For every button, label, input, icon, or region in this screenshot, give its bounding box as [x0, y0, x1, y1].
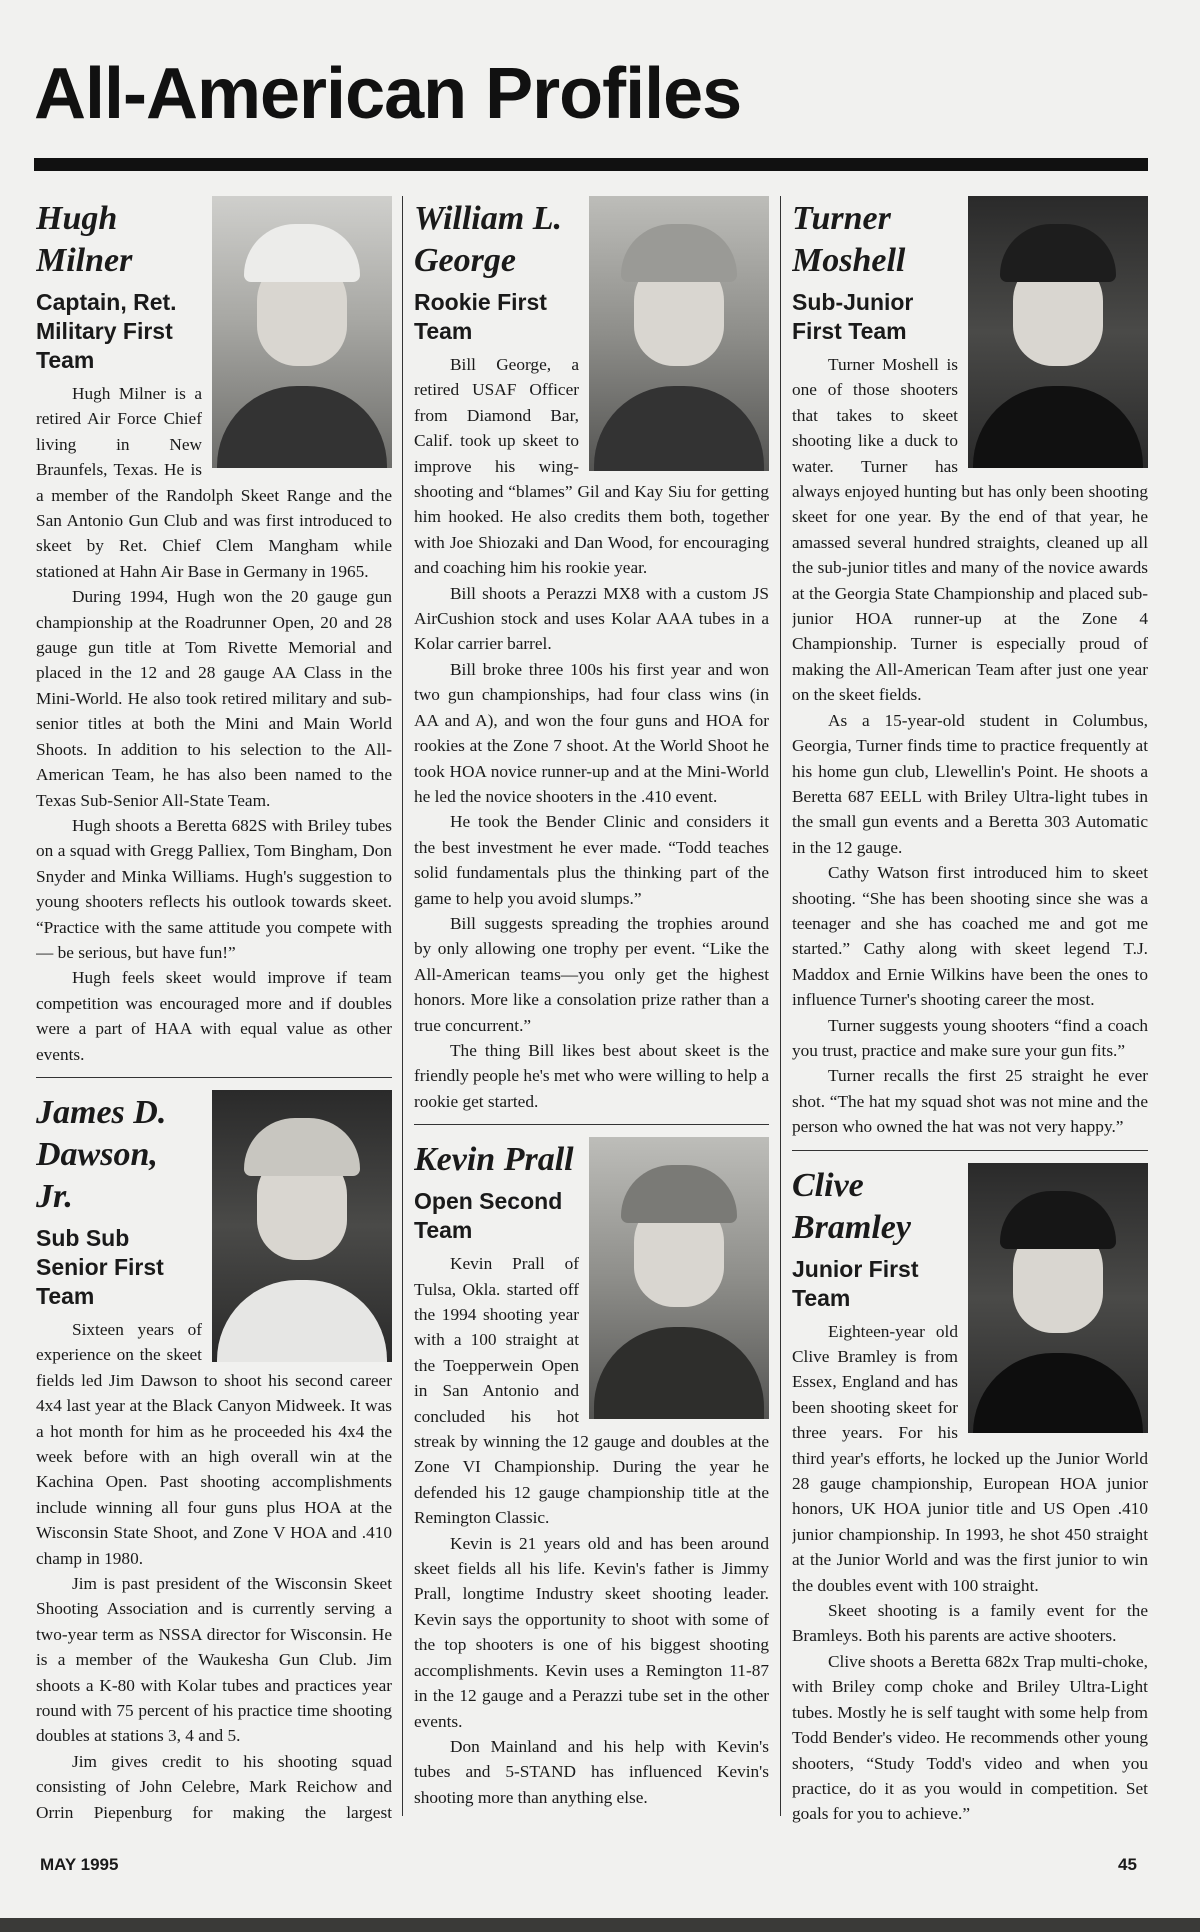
paragraph: Turner recalls the first 25 straight he ever shot. “The hat my squad shot was not mine and the person who owned the hat was not very happy.”	[792, 1066, 1148, 1137]
paragraph: Skeet shooting is a family event for the Bramleys. Both his parents are active shooters.	[792, 1601, 1148, 1646]
issue-date: MAY 1995	[40, 1855, 119, 1874]
profile-name: Turner Moshell	[792, 200, 906, 279]
profile-name: Clive Bramley	[792, 1166, 911, 1246]
portrait-photo	[968, 196, 1148, 468]
profile-team: Open Second Team	[414, 1188, 563, 1244]
profile-william-george	[414, 196, 769, 1114]
paragraph: Hugh Milner is a retired Air Force Chief living in New Braunfels, Texas. He is a member of the Randolph Skeet Range and the San Antonio Gun Club and was first introduced to skeet by Ret. Chief Clem Mangham while stationed at Hahn Air Base in Germany in 1965.	[36, 384, 392, 581]
profile-name: Hugh Milner	[36, 200, 133, 279]
paragraph: Eighteen-year old Clive Bramley is from Essex, England and has been shooting skeet for three years. For his third year's efforts, he locked up the Junior World 28 gauge championship, European HOA junior honors, UK HOA junior title and US Open .410 junior championship. In 1993, he shot 450 straight at the Junior World and was the first junior to win the doubles event with 100 straight.	[792, 1321, 1148, 1595]
profile-team: Sub Sub Senior First Team	[36, 1224, 164, 1309]
paragraph: Hugh shoots a Beretta 682S with Briley tubes on a squad with Gregg Palliex, Tom Bingham, Don Snyder and Minka Williams. Hugh's suggestion to young shooters reflects his outlook towards skeet. “Practice with the same attitude you compete with — be serious, but have fun!”	[36, 815, 392, 962]
paragraph: As a 15-year-old student in Columbus, Georgia, Turner finds time to practice frequently at his home gun club, Llewellin's Point. He shoots a Beretta 687 EELL with Briley Ultra-light tubes in the small gun events and a Beretta 303 Automatic in the 12 gauge.	[792, 710, 1148, 857]
profile-clive-bramley	[792, 1163, 1148, 1824]
paragraph: Jim is past president of the Wisconsin Skeet Shooting Association and is currently serving a two-year term as NSSA director for Wisconsin. He is a member of the Waukesha Gun Club. Jim shoots a K-80 with Kolar tubes and practices year round with 75 percent of his practice time shooting doubles at stations 3, 4 and 5.	[36, 1574, 392, 1746]
profile-body	[792, 352, 1148, 1140]
scan-edge	[0, 1918, 1200, 1932]
profile-separator	[414, 1124, 769, 1125]
paragraph: Turner Moshell is one of those shooters that takes to skeet shooting like a duck to water. Turner has always enjoyed hunting but has only been shooting skeet for one year. By the end of that year, he amassed several hundred straights, cleaned up all the sub-junior titles and many of the novice awards at the Georgia State Championship and placed sub-junior HOA runner-up at the Zone 4 Championship. Turner is especially proud of making the All-American Team after just one year on the skeet fields.	[792, 355, 1148, 705]
paragraph: Bill suggests spreading the trophies around by only allowing one trophy per event. “Like the All-American teams—you only get the highest honors. More like a consolation prize rather than a true concurrent.”	[414, 913, 769, 1035]
profile-name: James D. Dawson, Jr.	[36, 1093, 167, 1215]
profile-team: Rookie First Team	[414, 289, 547, 344]
paragraph: Jim gives credit to his shooting squad consisting of John Celebre, Mark Reichow and Orrin Piepenburg for making the largest	[36, 1751, 392, 1822]
paragraph: Clive shoots a Beretta 682x Trap multi-choke, with Briley comp choke and Briley Ultra-Light tubes. Mostly he is self taught with some help from Todd Bender's video. He recommends other young shooters, “Study Todd's video and when you practice, do it as you would in competition. Set goals for you to achieve.”	[792, 1651, 1148, 1824]
paragraph: The thing Bill likes best about skeet is the friendly people he's met who were willing to help a rookie get started.	[414, 1040, 769, 1111]
profile-kevin-prall	[414, 1137, 769, 1810]
profile-body	[36, 381, 392, 1067]
paragraph: Don Mainland and his help with Kevin's tubes and 5-STAND has influenced Kevin's shooting more than anything else.	[414, 1736, 769, 1807]
portrait-photo	[212, 1090, 392, 1362]
profile-body	[36, 1317, 392, 1824]
paragraph: Cathy Watson first introduced him to skeet shooting. “She has been shooting since she was a teenager and she has coached me and got me started.” Cathy along with skeet legend T.J. Maddox and Ernie Wilkins have been the ones to influence Turner's shooting career the most.	[792, 863, 1148, 1010]
portrait-photo	[589, 196, 769, 471]
paragraph: Kevin is 21 years old and has been around skeet fields all his life. Kevin's father is Jimmy Prall, longtime Industry skeet shooting leader. Kevin says the opportunity to shoot with some of the top shooters is one of his biggest shooting accomplishments. Kevin uses a Remington 11-87 in the 12 gauge and a Perazzi tube set in the other events.	[414, 1533, 769, 1731]
portrait-photo	[589, 1137, 769, 1419]
paragraph: During 1994, Hugh won the 20 gauge gun championship at the Roadrunner Open, 20 and 28 gauge gun title at Tom Rivette Memorial and placed in the 12 and 28 gauge AA Class in the Mini-World. He also took retired military and sub-senior titles at both the Mini and Main World Shoots. In addition to his selection to the All-American Team, he has also been named to the Texas Sub-Senior All-State Team.	[36, 587, 392, 810]
paragraph: Bill George, a retired USAF Officer from Diamond Bar, Calif. took up skeet to improve his wing-shooting and “blames” Gil and Kay Siu for getting him hooked. He also credits them both, together with Joe Shiozaki and Dan Wood, for encouraging and coaching him his rookie year.	[414, 355, 769, 578]
column-divider	[402, 196, 403, 1816]
profile-turner-moshell	[792, 196, 1148, 1140]
title-rule	[34, 158, 1148, 171]
column-1	[36, 196, 392, 1824]
column-divider	[780, 196, 781, 1816]
page-number: 45	[1118, 1855, 1137, 1874]
paragraph: Turner suggests young shooters “find a coach you trust, practice and make sure your gun fits.”	[792, 1015, 1148, 1060]
profile-separator	[792, 1150, 1148, 1151]
paragraph: Bill broke three 100s his first year and won two gun championships, had four class wins (in AA and A), and won the four guns and HOA for rookies at the Zone 7 shoot. At the World Shoot he took HOA novice runner-up and at the Mini-World he led the novice shooters in the .410 event.	[414, 659, 769, 806]
column-3	[792, 196, 1148, 1824]
profile-team: Sub-Junior First Team	[792, 289, 914, 344]
portrait-photo	[968, 1163, 1148, 1433]
paragraph: Sixteen years of experience on the skeet fields led Jim Dawson to shoot his second career 4x4 last year at the Black Canyon Midweek. It was a hot month for him as he proceeded his 4x4 the week before with an high overall win at the Kachina Open. Past shooting accomplishments include winning all four guns plus HOA at the Wisconsin State Shoot, and Zone V HOA and .410 champ in 1980.	[36, 1319, 392, 1568]
profile-team: Junior First Team	[792, 1255, 919, 1311]
profile-separator	[36, 1077, 392, 1078]
paragraph: Kevin Prall of Tulsa, Okla. started off the 1994 shooting year with a 100 straight at the Toepperwein Open in San Antonio and concluded his hot streak by winning the 12 gauge and doubles at the Zone VI Championship. During the year he defended his 12 gauge championship title at the Remington Classic.	[414, 1254, 769, 1528]
column-2	[414, 196, 769, 1824]
profile-name: Kevin Prall	[414, 1141, 574, 1179]
paragraph: Bill shoots a Perazzi MX8 with a custom JS AirCushion stock and uses Kolar AAA tubes in a Kolar carrier barrel.	[414, 583, 769, 654]
paragraph: Hugh feels skeet would improve if team competition was encouraged more and if doubles were a part of HAA with equal value as other events.	[36, 968, 392, 1064]
paragraph: He took the Bender Clinic and considers it the best investment he ever made. “Todd teaches solid fundamentals plus the thinking part of the game to help you avoid slumps.”	[414, 812, 769, 908]
profile-name: William L. George	[414, 200, 562, 279]
page-title: All-American Profiles	[34, 54, 742, 134]
portrait-photo	[212, 196, 392, 468]
profile-hugh-milner	[36, 196, 392, 1067]
profile-team: Captain, Ret. Military First Team	[36, 289, 177, 373]
profile-james-dawson	[36, 1090, 392, 1824]
